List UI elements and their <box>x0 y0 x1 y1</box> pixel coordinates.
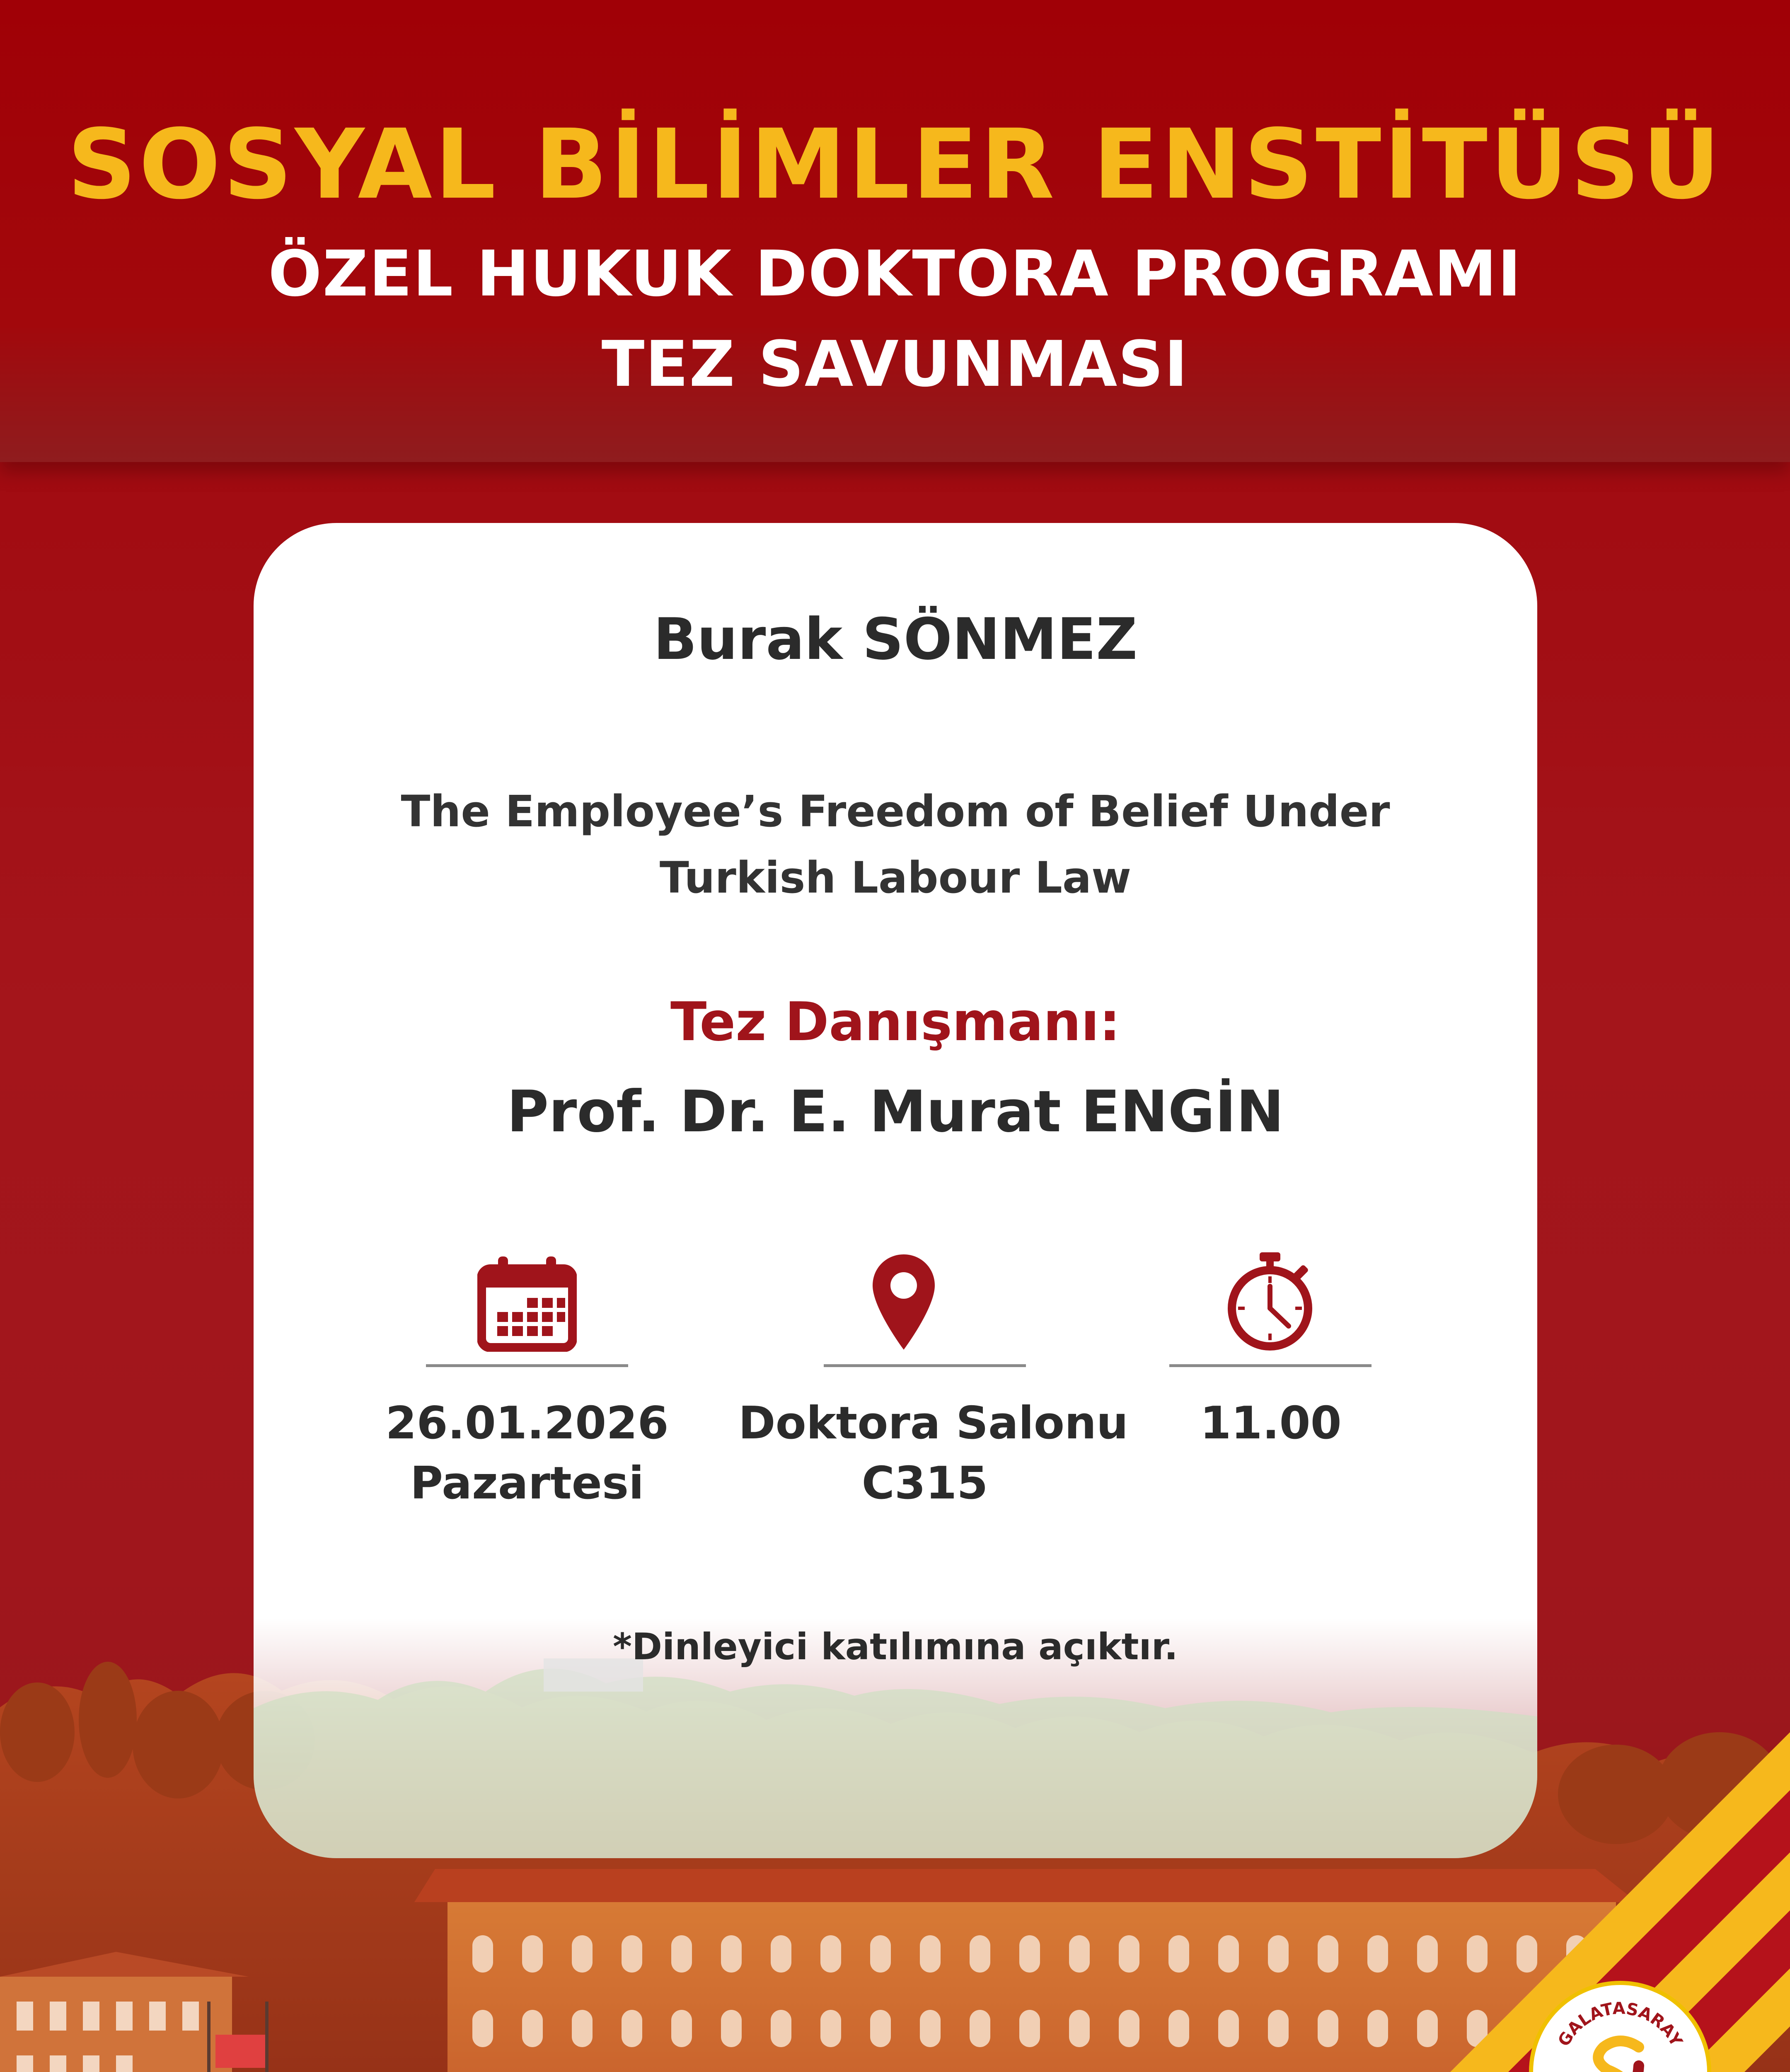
defense-room: C315 <box>861 1457 988 1509</box>
galatasaray-university-logo <box>1529 1981 1711 2072</box>
thesis-title-line-1: The Employee’s Freedom of Belief Under <box>401 786 1390 837</box>
advisor-name: Prof. Dr. E. Murat ENGİN <box>507 1078 1284 1145</box>
defense-day: Pazartesi <box>410 1457 644 1509</box>
attendance-note: *Dinleyici katılımına açıktır. <box>613 1625 1178 1668</box>
defense-time: 11.00 <box>1200 1397 1342 1449</box>
event-title: TEZ SAVUNMASI <box>601 327 1189 401</box>
logo-emblem <box>1533 1985 1707 2072</box>
logo-text-top: GALATASARAY <box>1554 1999 1686 2050</box>
defense-venue: Doktora Salonu <box>738 1397 1128 1449</box>
candidate-name: Burak SÖNMEZ <box>653 606 1138 673</box>
institute-title: SOSYAL BİLİMLER ENSTİTÜSÜ <box>67 109 1723 220</box>
advisor-label: Tez Danışmanı: <box>670 991 1120 1053</box>
defense-date: 26.01.2026 <box>385 1397 669 1449</box>
thesis-title-line-2: Turkish Labour Law <box>659 852 1132 903</box>
program-title: ÖZEL HUKUK DOKTORA PROGRAMI <box>268 237 1522 310</box>
